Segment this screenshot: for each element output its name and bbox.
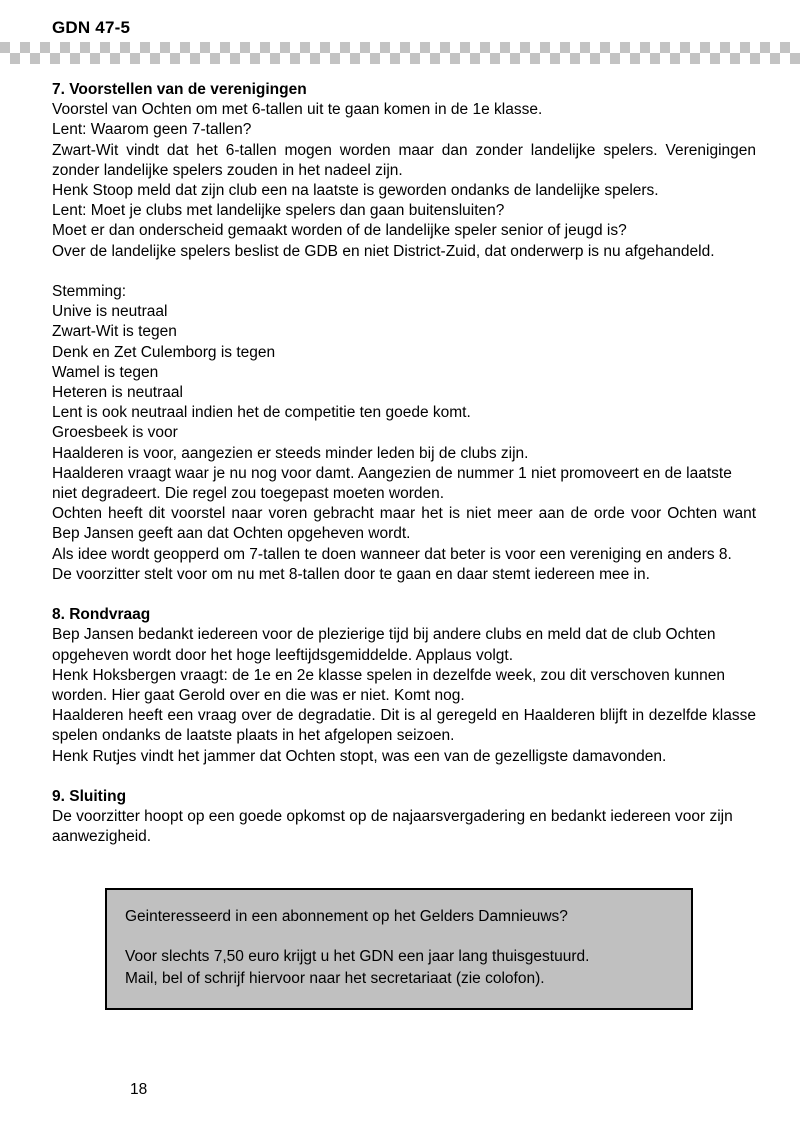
vote-entry: Heteren is neutraal — [52, 384, 183, 402]
paragraph: De voorzitter hoopt op een goede opkomst op de najaarsvergadering en bedankt iedereen voor zijn aanwezigheid. — [52, 808, 733, 846]
page-number: 18 — [130, 1081, 148, 1098]
paragraph-spacer — [52, 262, 756, 282]
subscription-advert-box — [105, 888, 693, 1010]
paragraph: Haalderen heeft een vraag over de degradatie. Dit is al geregeld en Haalderen blijft in dezelfde klasse spelen ondanks de laatste plaats in het afgelopen seizoen. — [52, 707, 756, 745]
advert-headline: Geinteresseerd in een abonnement op het Gelders Damnieuws? — [125, 908, 568, 925]
paragraph: Over de landelijke spelers beslist de GDB en niet District-Zuid, dat onderwerp is nu afgehandeld. — [52, 242, 715, 260]
paragraph: Lent: Moet je clubs met landelijke spelers dan gaan buitensluiten? — [52, 202, 505, 220]
section-voorstellen — [52, 80, 756, 585]
paragraph: Ochten heeft dit voorstel naar voren gebracht maar het is niet meer aan de orde voor Ochten want Bep Jansen geeft aan dat Ochten opgeheven wordt. — [52, 505, 756, 543]
section-spacer — [52, 585, 756, 605]
section-heading: 9. Sluiting — [52, 788, 127, 806]
checkerboard-band — [0, 42, 800, 64]
paragraph: Zwart-Wit vindt dat het 6-tallen mogen worden maar dan zonder landelijke spelers. Verenigingen zonder landelijke spelers zouden in het nadeel zijn. — [52, 141, 756, 179]
vote-label: Stemming: — [52, 283, 127, 301]
section-rondvraag — [52, 605, 756, 767]
paragraph: Henk Stoop meld dat zijn club een na laatste is geworden ondanks de landelijke spelers. — [52, 182, 659, 200]
vote-entry: Denk en Zet Culemborg is tegen — [52, 343, 276, 361]
paragraph: Henk Rutjes vindt het jammer dat Ochten stopt, was een van de gezelligste damavonden. — [52, 747, 667, 765]
vote-entry: Lent is ook neutraal indien het de competitie ten goede komt. — [52, 404, 471, 422]
paragraph: De voorzitter stelt voor om nu met 8-tallen door te gaan en daar stemt iedereen mee in. — [52, 565, 650, 583]
section-sluiting — [52, 787, 756, 848]
section-heading: 8. Rondvraag — [52, 606, 151, 624]
section-spacer — [52, 767, 756, 787]
advert-contact-line: Mail, bel of schrijf hiervoor naar het secretariaat (zie colofon). — [125, 970, 545, 987]
paragraph: Voorstel van Ochten om met 6-tallen uit te gaan komen in de 1e klasse. — [52, 101, 543, 119]
checkerboard-row-bottom — [0, 53, 800, 64]
checkerboard-row-top — [0, 42, 800, 53]
section-heading: 7. Voorstellen van de verenigingen — [52, 81, 307, 98]
vote-entry: Unive is neutraal — [52, 303, 168, 321]
paragraph: Lent: Waarom geen 7-tallen? — [52, 121, 252, 139]
vote-entry: Groesbeek is voor — [52, 424, 178, 442]
masthead-title: GDN 47-5 — [52, 18, 131, 37]
vote-entry: Wamel is tegen — [52, 363, 159, 381]
paragraph: Moet er dan onderscheid gemaakt worden of de landelijke speler senior of jeugd is? — [52, 222, 627, 240]
advert-spacer — [125, 928, 673, 946]
paragraph: Henk Hoksbergen vraagt: de 1e en 2e klasse spelen in dezelfde week, zou dit verschoven kunnen worden. Hier gaat Gerold over en die was er niet. Komt nog. — [52, 666, 725, 705]
document-body — [52, 80, 756, 848]
paragraph: Haalderen vraagt waar je nu nog voor damt. Aangezien de nummer 1 niet promoveert en de laatste niet degradeert. Die regel zou toegepast moeten worden. — [52, 464, 732, 503]
advert-container — [105, 888, 693, 1010]
advert-price-line: Voor slechts 7,50 euro krijgt u het GDN een jaar lang thuisgestuurd. — [125, 948, 590, 965]
vote-entry: Zwart-Wit is tegen — [52, 323, 177, 341]
vote-entry: Haalderen is voor, aangezien er steeds minder leden bij de clubs zijn. — [52, 444, 529, 462]
paragraph: Als idee wordt geopperd om 7-tallen te doen wanneer dat beter is voor een vereniging en anders 8. — [52, 545, 732, 563]
paragraph: Bep Jansen bedankt iedereen voor de plezierige tijd bij andere clubs en meld dat de club Ochten opgeheven wordt door het hoge leeftijdsgemiddelde. Applaus volgt. — [52, 626, 716, 664]
